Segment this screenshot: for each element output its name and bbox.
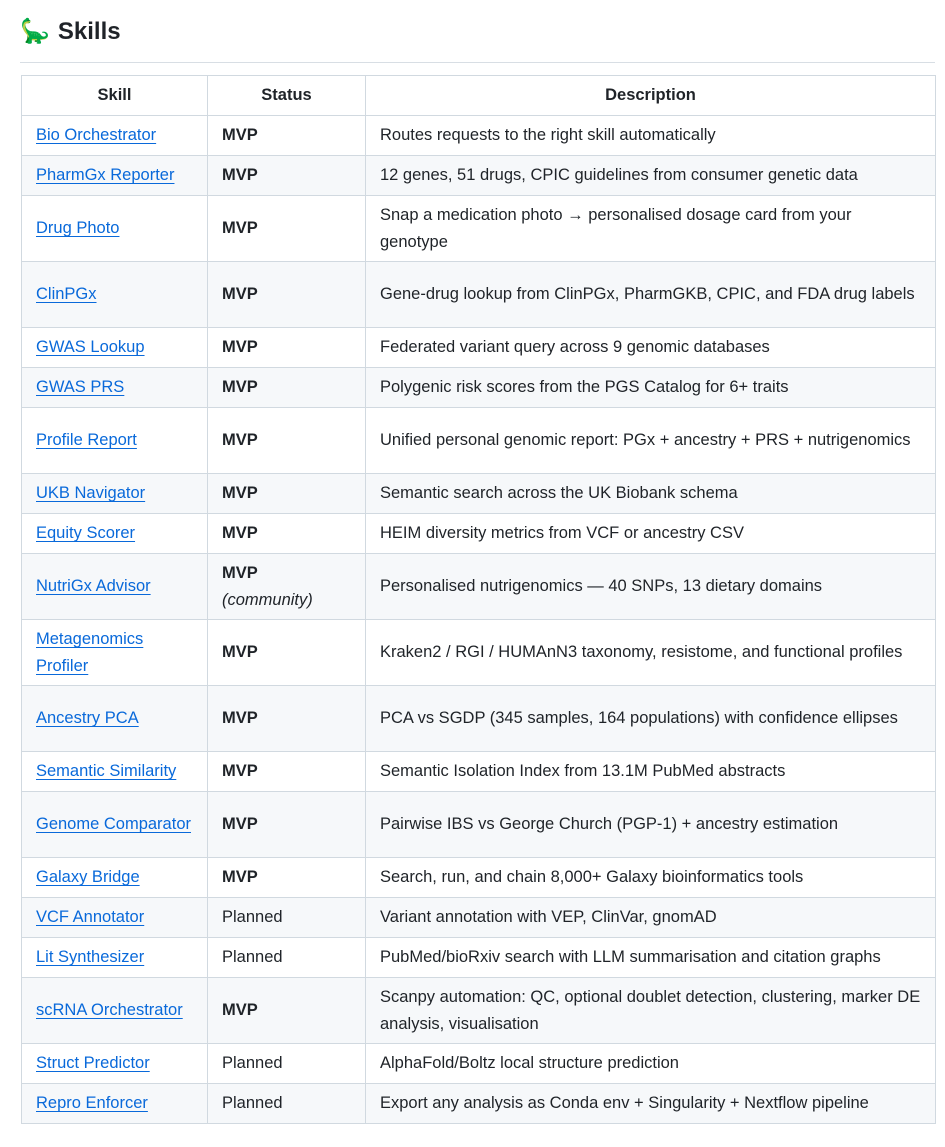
skill-link[interactable]: Drug Photo — [36, 219, 120, 238]
skill-link[interactable]: GWAS PRS — [36, 378, 125, 397]
status-cell: MVP — [208, 474, 366, 514]
description-cell: Personalised nutrigenomics — 40 SNPs, 13 dietary domains — [366, 554, 936, 620]
description-cell: Routes requests to the right skill automatically — [366, 116, 936, 156]
skill-link[interactable]: VCF Annotator — [36, 908, 145, 927]
skill-cell — [22, 898, 208, 938]
description-cell: Snap a medication photo → personalised dosage card from your genotype — [366, 196, 936, 262]
table-row — [22, 792, 936, 858]
status-cell: MVP — [208, 514, 366, 554]
skill-link[interactable]: Struct Predictor — [36, 1054, 150, 1073]
status-cell: MVP — [208, 368, 366, 408]
description-cell: Gene-drug lookup from ClinPGx, PharmGKB, CPIC, and FDA drug labels — [366, 262, 936, 328]
skill-link[interactable]: Semantic Similarity — [36, 762, 177, 781]
status-cell: MVP — [208, 752, 366, 792]
skill-link[interactable]: Ancestry PCA — [36, 709, 139, 728]
skill-link[interactable]: Genome Comparator — [36, 815, 191, 834]
table-header-row — [22, 76, 936, 116]
description-cell: Variant annotation with VEP, ClinVar, gnomAD — [366, 898, 936, 938]
status-cell: MVP — [208, 978, 366, 1044]
skill-link[interactable]: Galaxy Bridge — [36, 868, 140, 887]
table-row — [22, 328, 936, 368]
section-heading — [20, 14, 935, 63]
skill-link[interactable]: scRNA Orchestrator — [36, 1001, 183, 1020]
status-cell: Planned — [208, 898, 366, 938]
description-cell: Federated variant query across 9 genomic databases — [366, 328, 936, 368]
column-header-description: Description — [366, 76, 936, 116]
description-cell: Kraken2 / RGI / HUMAnN3 taxonomy, resistome, and functional profiles — [366, 620, 936, 686]
column-header-status: Status — [208, 76, 366, 116]
description-cell: PubMed/bioRxiv search with LLM summarisation and citation graphs — [366, 938, 936, 978]
skill-cell — [22, 196, 208, 262]
skill-link[interactable]: PharmGx Reporter — [36, 166, 175, 185]
skill-link[interactable]: Bio Orchestrator — [36, 126, 157, 145]
skill-link[interactable]: Repro Enforcer — [36, 1094, 148, 1113]
skill-link[interactable]: GWAS Lookup — [36, 338, 145, 357]
status-cell: MVP — [208, 858, 366, 898]
sauropod-icon: 🦕 — [20, 18, 50, 45]
table-row — [22, 978, 936, 1044]
status-cell: MVP — [208, 792, 366, 858]
status-cell: MVP — [208, 156, 366, 196]
status-note: (community) — [222, 590, 313, 609]
skill-cell — [22, 474, 208, 514]
table-row — [22, 196, 936, 262]
skill-cell — [22, 752, 208, 792]
description-cell: PCA vs SGDP (345 samples, 164 populations) with confidence ellipses — [366, 686, 936, 752]
table-row — [22, 262, 936, 328]
skill-cell — [22, 1044, 208, 1084]
table-row — [22, 898, 936, 938]
description-cell: Unified personal genomic report: PGx + ancestry + PRS + nutrigenomics — [366, 408, 936, 474]
table-row — [22, 858, 936, 898]
status-cell: MVP — [208, 116, 366, 156]
skill-cell — [22, 116, 208, 156]
skill-cell — [22, 554, 208, 620]
skill-cell — [22, 620, 208, 686]
skill-link[interactable]: Profile Report — [36, 431, 137, 450]
skill-cell — [22, 686, 208, 752]
status-cell — [208, 554, 366, 620]
description-cell: Scanpy automation: QC, optional doublet detection, clustering, marker DE analysis, visualisation — [366, 978, 936, 1044]
description-cell: Polygenic risk scores from the PGS Catalog for 6+ traits — [366, 368, 936, 408]
status-cell: MVP — [208, 408, 366, 474]
skill-cell — [22, 408, 208, 474]
table-row — [22, 752, 936, 792]
section-title: Skills — [57, 18, 121, 45]
table-row — [22, 1084, 936, 1124]
table-row — [22, 554, 936, 620]
status-cell: MVP — [208, 686, 366, 752]
description-cell: Export any analysis as Conda env + Singularity + Nextflow pipeline — [366, 1084, 936, 1124]
status-label: MVP — [222, 564, 258, 582]
table-row — [22, 368, 936, 408]
skill-cell — [22, 514, 208, 554]
skill-link[interactable]: NutriGx Advisor — [36, 577, 151, 596]
skill-cell — [22, 156, 208, 196]
status-cell: Planned — [208, 938, 366, 978]
status-cell: MVP — [208, 196, 366, 262]
skill-cell — [22, 792, 208, 858]
description-cell: HEIM diversity metrics from VCF or ancestry CSV — [366, 514, 936, 554]
table-row — [22, 474, 936, 514]
skill-link[interactable]: Lit Synthesizer — [36, 948, 145, 967]
skill-link[interactable]: Metagenomics Profiler — [36, 630, 144, 675]
skill-cell — [22, 1084, 208, 1124]
table-row — [22, 686, 936, 752]
status-cell: Planned — [208, 1084, 366, 1124]
skill-cell — [22, 262, 208, 328]
description-cell: Semantic search across the UK Biobank schema — [366, 474, 936, 514]
skills-table — [21, 75, 936, 1124]
status-cell: MVP — [208, 262, 366, 328]
table-row — [22, 408, 936, 474]
description-cell: AlphaFold/Boltz local structure prediction — [366, 1044, 936, 1084]
skill-cell — [22, 368, 208, 408]
status-cell: Planned — [208, 1044, 366, 1084]
column-header-skill: Skill — [22, 76, 208, 116]
skill-cell — [22, 978, 208, 1044]
description-cell: Semantic Isolation Index from 13.1M PubMed abstracts — [366, 752, 936, 792]
table-row — [22, 514, 936, 554]
description-cell: Pairwise IBS vs George Church (PGP-1) + ancestry estimation — [366, 792, 936, 858]
skill-link[interactable]: ClinPGx — [36, 285, 97, 304]
skill-cell — [22, 938, 208, 978]
skill-link[interactable]: UKB Navigator — [36, 484, 146, 503]
description-cell: 12 genes, 51 drugs, CPIC guidelines from consumer genetic data — [366, 156, 936, 196]
status-cell: MVP — [208, 328, 366, 368]
description-cell: Search, run, and chain 8,000+ Galaxy bioinformatics tools — [366, 858, 936, 898]
skill-cell — [22, 328, 208, 368]
table-row — [22, 156, 936, 196]
table-row — [22, 116, 936, 156]
table-row — [22, 1044, 936, 1084]
skill-link[interactable]: Equity Scorer — [36, 524, 136, 543]
skill-cell — [22, 858, 208, 898]
table-row — [22, 938, 936, 978]
table-row — [22, 620, 936, 686]
status-cell: MVP — [208, 620, 366, 686]
